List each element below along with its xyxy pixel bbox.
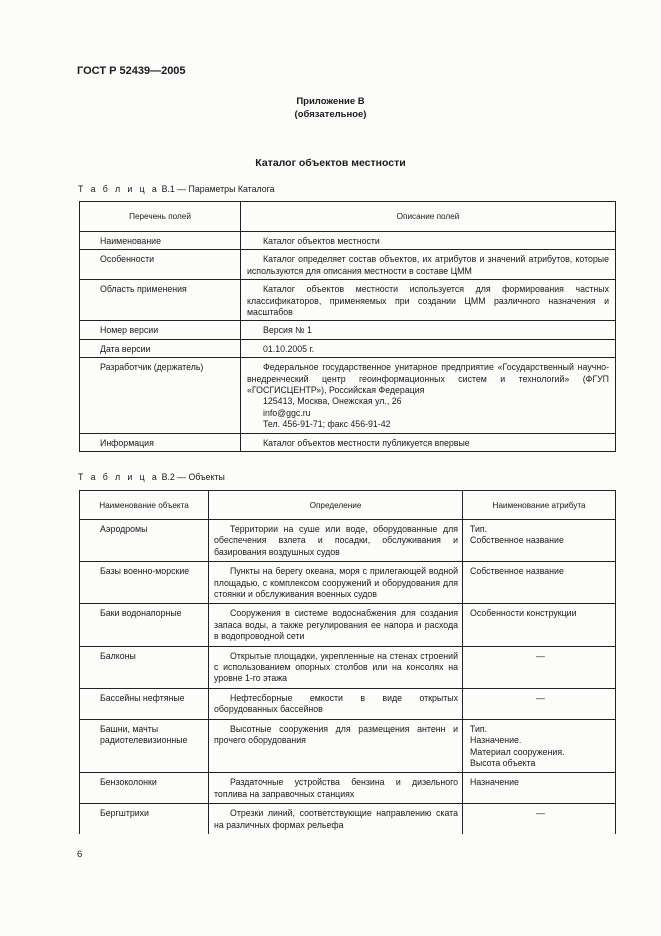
table-row	[80, 688, 616, 719]
object-attributes	[463, 520, 616, 562]
object-name: Баки водонапорные	[80, 604, 209, 646]
table2-caption-prefix: Т а б л и ц а	[78, 472, 160, 482]
object-name: Базы военно-морские	[80, 562, 209, 604]
object-definition: Раздаточные устройства бензина и дизельного топлива на заправочных станциях	[209, 773, 463, 804]
attribute-name: Собственное название	[470, 535, 564, 546]
table-row	[80, 773, 616, 804]
section-title: Каталог объектов местности	[255, 157, 406, 169]
document-code: ГОСТ Р 52439—2005	[77, 65, 186, 77]
annex-heading	[0, 95, 661, 121]
field-description: Версия № 1	[241, 321, 616, 339]
field-name: Разработчик (держатель)	[80, 358, 241, 433]
table-row	[80, 250, 616, 280]
table2-col-header: Определение	[209, 491, 463, 520]
field-description: 01.10.2005 г.	[241, 339, 616, 357]
table2-header-row	[80, 491, 616, 520]
object-attributes	[463, 688, 616, 719]
objects-table	[79, 490, 616, 834]
developer-phone: Тел. 456-91-71; факс 456-91-42	[263, 419, 391, 430]
field-name: Наименование	[80, 232, 241, 250]
table-row	[80, 646, 616, 688]
table2-col-header: Наименование объекта	[80, 491, 209, 520]
table-row	[80, 358, 616, 433]
object-definition: Территории на суше или воде, оборудованные для обеспечения взлета и посадки, обслуживания и базирования воздушных судов	[209, 520, 463, 562]
object-name: Бергштрихи	[80, 804, 209, 834]
page-number: 6	[77, 849, 83, 860]
attribute-name: Высота объекта	[470, 757, 536, 768]
table-row	[80, 604, 616, 646]
table1-col-header: Перечень полей	[80, 202, 241, 232]
table-row	[80, 339, 616, 357]
field-description: Каталог объектов местности	[241, 232, 616, 250]
objects-table-body	[80, 520, 616, 834]
object-definition: Высотные сооружения для размещения антенн и прочего оборудования	[209, 719, 463, 773]
annex-status: (обязательное)	[294, 109, 367, 120]
object-definition: Открытые площадки, укрепленные на стенах строений с использованием опорных столбов или на консолях на уровне 1-го этажа	[209, 646, 463, 688]
table2-caption	[78, 472, 225, 482]
object-attributes	[463, 562, 616, 604]
object-attributes	[463, 646, 616, 688]
table1-col-header: Описание полей	[241, 202, 616, 232]
table1-caption-text: В.1 — Параметры Каталога	[161, 184, 275, 194]
attribute-name: Собственное название	[470, 566, 564, 577]
object-attributes	[463, 719, 616, 773]
attribute-name: —	[536, 692, 545, 703]
table-row	[80, 433, 616, 451]
attribute-name: Назначение	[470, 777, 519, 788]
object-name: Бассейны нефтяные	[80, 688, 209, 719]
attribute-name: Тип.	[470, 723, 488, 734]
object-attributes	[463, 604, 616, 646]
field-name: Дата версии	[80, 339, 241, 357]
table-row	[80, 321, 616, 339]
table2-caption-text: В.2 — Объекты	[161, 472, 225, 482]
table-row	[80, 232, 616, 250]
object-attributes	[463, 804, 616, 834]
field-description: Каталог объектов местности используется для формирования частных классификаторов, применяемых при создании ЦММ различного назначения и масштабов	[241, 280, 616, 321]
field-name: Особенности	[80, 250, 241, 280]
field-description: Каталог объектов местности публикуется впервые	[241, 433, 616, 451]
table-row	[80, 520, 616, 562]
field-name: Номер версии	[80, 321, 241, 339]
attribute-name: —	[536, 650, 545, 661]
attribute-name: Особенности конструкции	[470, 608, 577, 619]
field-name: Область применения	[80, 280, 241, 321]
object-name: Бензоколонки	[80, 773, 209, 804]
table2-col-header: Наименование атрибута	[463, 491, 616, 520]
attribute-name: Тип.	[470, 524, 488, 534]
object-name: Башни, мачты радиотелевизионные	[80, 719, 209, 773]
table-row	[80, 562, 616, 604]
developer-email: info@ggc.ru	[263, 407, 311, 418]
object-definition: Пункты на берегу океана, моря с прилегающей водной площадью, с комплексом сооружений и оборудования для стоянки и обслуживания военных судов	[209, 562, 463, 604]
table-row	[80, 719, 616, 773]
field-description: Каталог определяет состав объектов, их атрибутов и значений атрибутов, которые используются для описания местности в составе ЦММ	[241, 250, 616, 280]
object-definition: Отрезки линий, соответствующие направлению ската на различных формах рельефа	[209, 804, 463, 834]
attribute-name: —	[536, 808, 545, 819]
table-row	[80, 280, 616, 321]
object-definition: Сооружения в системе водоснабжения для создания запаса воды, а также регулирования ее напора и расхода в водопроводной сети	[209, 604, 463, 646]
table1-caption	[78, 184, 275, 194]
table1-header-row	[80, 202, 616, 232]
field-name: Информация	[80, 433, 241, 451]
table-row	[80, 804, 616, 834]
annex-title: Приложение В	[296, 96, 365, 107]
object-definition: Нефтесборные емкости в виде открытых оборудованных бассейнов	[209, 688, 463, 719]
table1-caption-prefix: Т а б л и ц а	[78, 184, 160, 194]
object-name: Балконы	[80, 646, 209, 688]
catalog-parameters-table	[79, 201, 616, 452]
attribute-name: Назначение.	[470, 735, 522, 746]
object-name: Аэродромы	[80, 520, 209, 562]
developer-org: Федеральное государственное унитарное предприятие «Государственный научно-внедренческий центр геоинформационных систем и технологий» (ФГУП «ГОСГИСЦЕНТР»), Российская Федерация	[247, 362, 609, 396]
object-attributes	[463, 773, 616, 804]
field-description	[241, 358, 616, 433]
attribute-name: Материал сооружения.	[470, 746, 565, 757]
developer-address: 125413, Москва, Онежская ул., 26	[263, 396, 402, 407]
